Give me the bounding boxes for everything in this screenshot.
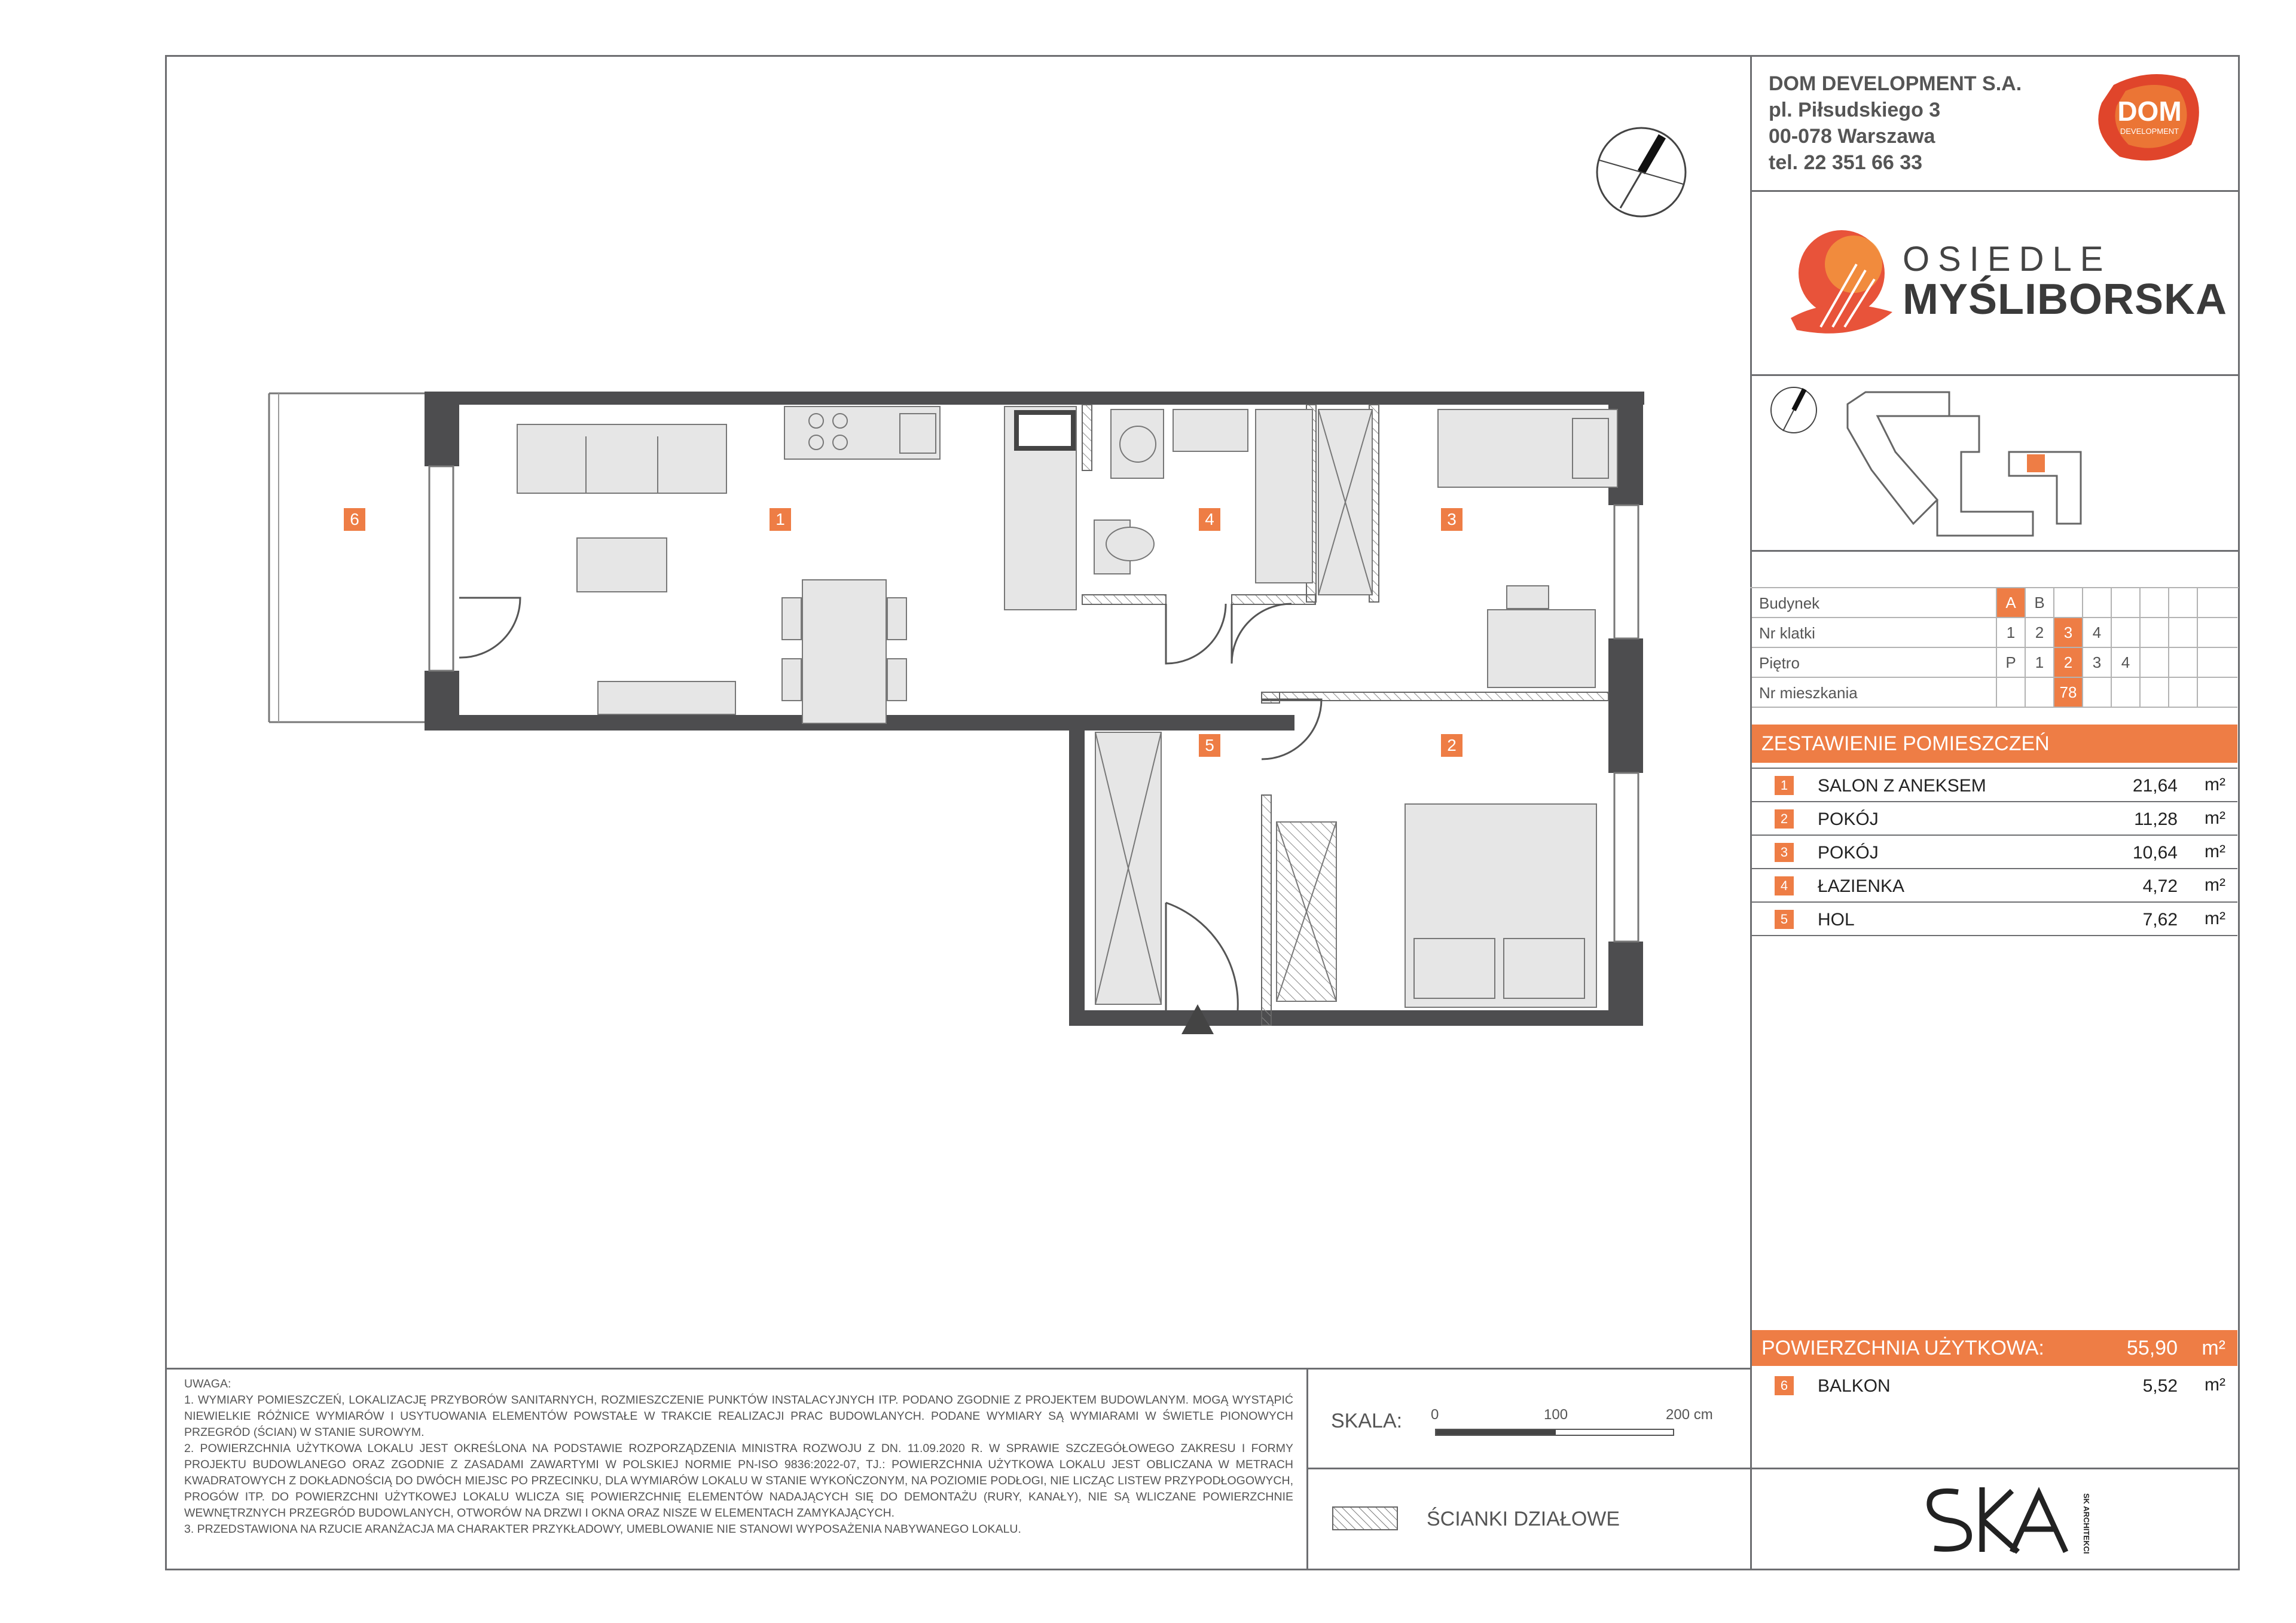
note-item: 2. POWIERZCHNIA UŻYTKOWA LOKALU JEST OKREŚLONA NA PODSTAWIE ROZPORZĄDZENIA MINISTRA ROZWOJU Z DN. 11.09.2020 R. W SPRAWIE SZCZEGÓŁOWEGO ZAKRESU I FORMY PROJEKTU BUDOWLANEGO ORAZ ZGODNIE Z ZASADAMI ZAWARTYMI W POLSKIEJ NORMIE PN-ISO 9836:2022-07, TJ.: POWIERZCHNIA UŻYTKOWA LOKALU JEST OBLICZANA W METRACH KWADRATOWYCH Z DOKŁADNOŚCIĄ DO DWÓCH MIEJSC PO PRZECINKU, DLA WYMIARÓW LOKALU W STANIE WYKOŃCZONYM, NA POZIOMIE PODŁOGI, NIE LICZĄC LISTEW PRZYPODŁOGOWYCH, PROGÓW ITP. DO POWIERZCHNI UŻYTKOWEJ LOKALU WLICZA SIĘ POWIERZCHNIĘ ELEMENTÓW NADAJĄCYCH SIĘ DO DEMONTAŻU (RURY, KANAŁY), NIE SĄ WLICZANE POWIERZCHNIE WEWNĘTRZNYCH PRZEGRÓD BUDOWLANYCH, OTWORÓW NA DRZWI I OKNA ORAZ NISZE W ELEMENTACH ZAMYKAJĄCYCH.	[184, 1442, 1293, 1520]
info-cell: 4	[2082, 618, 2111, 647]
logo-dom-text: DOM	[2117, 96, 2182, 127]
balcony-outline	[269, 393, 425, 722]
room-unit: m²	[2205, 775, 2225, 794]
rooms-section-header	[1752, 725, 2237, 763]
info-label: Piętro	[1759, 654, 1800, 672]
room-name: POKÓJ	[1818, 843, 1879, 863]
info-cell: 2	[2053, 648, 2082, 677]
room-name: POKÓJ	[1818, 809, 1879, 829]
room-number: 1	[1775, 776, 1794, 795]
panel-rule	[1750, 190, 2239, 192]
company-name: DOM DEVELOPMENT S.A.	[1769, 72, 2022, 95]
info-row-staircase	[1752, 618, 2237, 648]
floor-plan	[251, 383, 1662, 1046]
room-row	[1752, 769, 2237, 802]
info-cell	[2111, 618, 2139, 647]
coffee-table	[577, 538, 667, 592]
brand-line2: MYŚLIBORSKA	[1903, 276, 2228, 323]
info-cell	[2053, 588, 2082, 617]
sofa	[517, 424, 726, 493]
info-cell: 1	[2025, 648, 2053, 677]
notes-rule	[165, 1368, 1752, 1370]
info-cell	[2139, 618, 2168, 647]
plan-room-tag: 3	[1441, 508, 1463, 531]
room-number: 6	[1775, 1376, 1794, 1395]
scale-tick: 200 cm	[1666, 1407, 1713, 1423]
room-row	[1752, 869, 2237, 903]
info-cell	[2168, 618, 2197, 647]
info-cell: 2	[2025, 618, 2053, 647]
legend-rule	[1306, 1468, 1752, 1469]
info-label: Budynek	[1759, 594, 1820, 612]
total-label: POWIERZCHNIA UŻYTKOWA:	[1761, 1337, 2044, 1359]
dom-development-logo	[2090, 67, 2209, 169]
ventilation-shaft	[1016, 412, 1073, 448]
info-cell: 78	[2053, 678, 2082, 707]
partition-wall-swatch	[1332, 1506, 1398, 1530]
info-cell: 1	[1996, 618, 2025, 647]
room-number: 5	[1775, 910, 1794, 929]
info-label: Nr mieszkania	[1759, 684, 1858, 702]
info-cell	[2139, 678, 2168, 707]
company-city: 00-078 Warszawa	[1769, 125, 1935, 148]
info-cell: 3	[2082, 648, 2111, 677]
compass-icon	[1593, 124, 1689, 220]
room-area: 7,62	[2142, 910, 2178, 930]
plan-room-tag: 5	[1199, 734, 1220, 757]
room-area: 4,72	[2142, 876, 2178, 896]
info-cell: 3	[2053, 618, 2082, 647]
dining-set	[782, 580, 906, 723]
ska-subtitle: SK ARCHITEKCI	[2082, 1493, 2091, 1554]
info-cell	[2197, 588, 2225, 617]
info-row-building	[1752, 588, 2237, 618]
total-area-bar	[1752, 1330, 2237, 1366]
room-area: 5,52	[2142, 1376, 2178, 1396]
room-unit: m²	[2205, 909, 2225, 928]
info-cell	[2197, 618, 2225, 647]
info-cell	[2197, 648, 2225, 677]
info-cell: P	[1996, 648, 2025, 677]
legend-label: ŚCIANKI DZIAŁOWE	[1427, 1508, 1620, 1530]
info-cell	[2197, 678, 2225, 707]
info-cell	[2168, 648, 2197, 677]
info-label: Nr klatki	[1759, 624, 1815, 642]
company-address	[1769, 71, 2022, 176]
notes-title: UWAGA:	[184, 1377, 231, 1390]
room-name: HOL	[1818, 910, 1855, 930]
info-cell: A	[1996, 588, 2025, 617]
info-cell	[2082, 588, 2111, 617]
osiedle-logo-mark	[1785, 222, 1898, 342]
room-row	[1752, 802, 2237, 836]
room-unit: m²	[2205, 1375, 2225, 1395]
info-cell	[1996, 678, 2025, 707]
room-unit: m²	[2205, 842, 2225, 861]
room-row	[1752, 836, 2237, 869]
hall-wardrobe	[1095, 732, 1161, 1004]
info-cell	[2139, 648, 2168, 677]
room-area: 11,28	[2134, 809, 2178, 829]
room-name: ŁAZIENKA	[1818, 876, 1905, 896]
scale-label: SKALA:	[1331, 1410, 1403, 1432]
room-unit: m²	[2205, 875, 2225, 895]
scale-tick: 100	[1544, 1407, 1568, 1423]
info-cell	[2082, 678, 2111, 707]
notes-block	[184, 1376, 1293, 1538]
panel-rule	[1750, 550, 2239, 552]
company-phone: tel. 22 351 66 33	[1769, 151, 1923, 174]
info-cell	[2111, 588, 2139, 617]
scale-tick: 0	[1431, 1407, 1439, 1423]
room-unit: m²	[2205, 808, 2225, 828]
info-cell: B	[2025, 588, 2053, 617]
info-cell	[2111, 678, 2139, 707]
info-row-floor	[1752, 648, 2237, 678]
info-cell	[2139, 588, 2168, 617]
plan-room-tag: 6	[344, 508, 365, 531]
panel-rule	[1750, 374, 2239, 376]
info-row-apartment	[1752, 678, 2237, 708]
room-number: 3	[1775, 843, 1794, 862]
plan-room-tag: 2	[1441, 734, 1463, 757]
company-street: pl. Piłsudskiego 3	[1769, 99, 1941, 121]
bedroom2-furniture	[1277, 804, 1596, 1007]
total-unit: m²	[2202, 1337, 2225, 1359]
brand-line1: OSIEDLE	[1903, 240, 2112, 279]
room-area: 21,64	[2132, 776, 2178, 796]
total-area: 55,90	[2126, 1337, 2178, 1359]
bedroom3-furniture	[1438, 409, 1617, 687]
info-cell	[2025, 678, 2053, 707]
room-name: SALON Z ANEKSEM	[1818, 776, 1986, 796]
plan-room-tag: 4	[1199, 508, 1220, 531]
ska-architects-logo	[1922, 1481, 2096, 1559]
balcony-row	[1752, 1369, 2237, 1402]
logo-development-text: DEVELOPMENT	[2120, 127, 2179, 136]
key-plan-map	[1758, 380, 2236, 548]
info-cell	[2168, 678, 2197, 707]
room-number: 4	[1775, 876, 1794, 895]
scale-bar	[1435, 1429, 1674, 1436]
tv-cabinet	[598, 681, 735, 714]
room-number: 2	[1775, 809, 1794, 829]
room-name: BALKON	[1818, 1376, 1891, 1396]
panel-rule	[1750, 1468, 2239, 1469]
bathroom-fixtures	[1094, 409, 1372, 595]
note-item: 1. WYMIARY POMIESZCZEŃ, LOKALIZACJĘ PRZYBORÓW SANITARNYCH, ROZMIESZCZENIE PUNKTÓW INSTALACYJNYCH ITP. PODANO ZGODNIE Z PROJEKTEM BUDOWLANYM. MOGĄ WYSTĄPIĆ NIEWIELKIE RÓŻNICE WYMIARÓW I USYTUOWANIA ELEMENTÓW POWSTAŁE W TRAKCIE REALIZACJI PRAC BUDOWLANYCH. PODANE WYMIARY SĄ WYMIARAMI W ŚWIETLE PIONOWYCH PRZEGRÓD (ŚCIAN) W STANIE SUROWYM.	[184, 1393, 1293, 1439]
rooms-section-title: ZESTAWIENIE POMIESZCZEŃ	[1761, 732, 2050, 755]
plan-room-tag: 1	[770, 508, 791, 531]
room-row	[1752, 903, 2237, 936]
info-cell: 4	[2111, 648, 2139, 677]
room-area: 10,64	[2132, 843, 2178, 863]
note-item: 3. PRZEDSTAWIONA NA RZUCIE ARANŻACJA MA CHARAKTER PRZYKŁADOWY, UMEBLOWANIE NIE STANOWI WYPOSAŻENIA NABYWANEGO LOKALU.	[184, 1523, 1021, 1536]
info-cell	[2168, 588, 2197, 617]
